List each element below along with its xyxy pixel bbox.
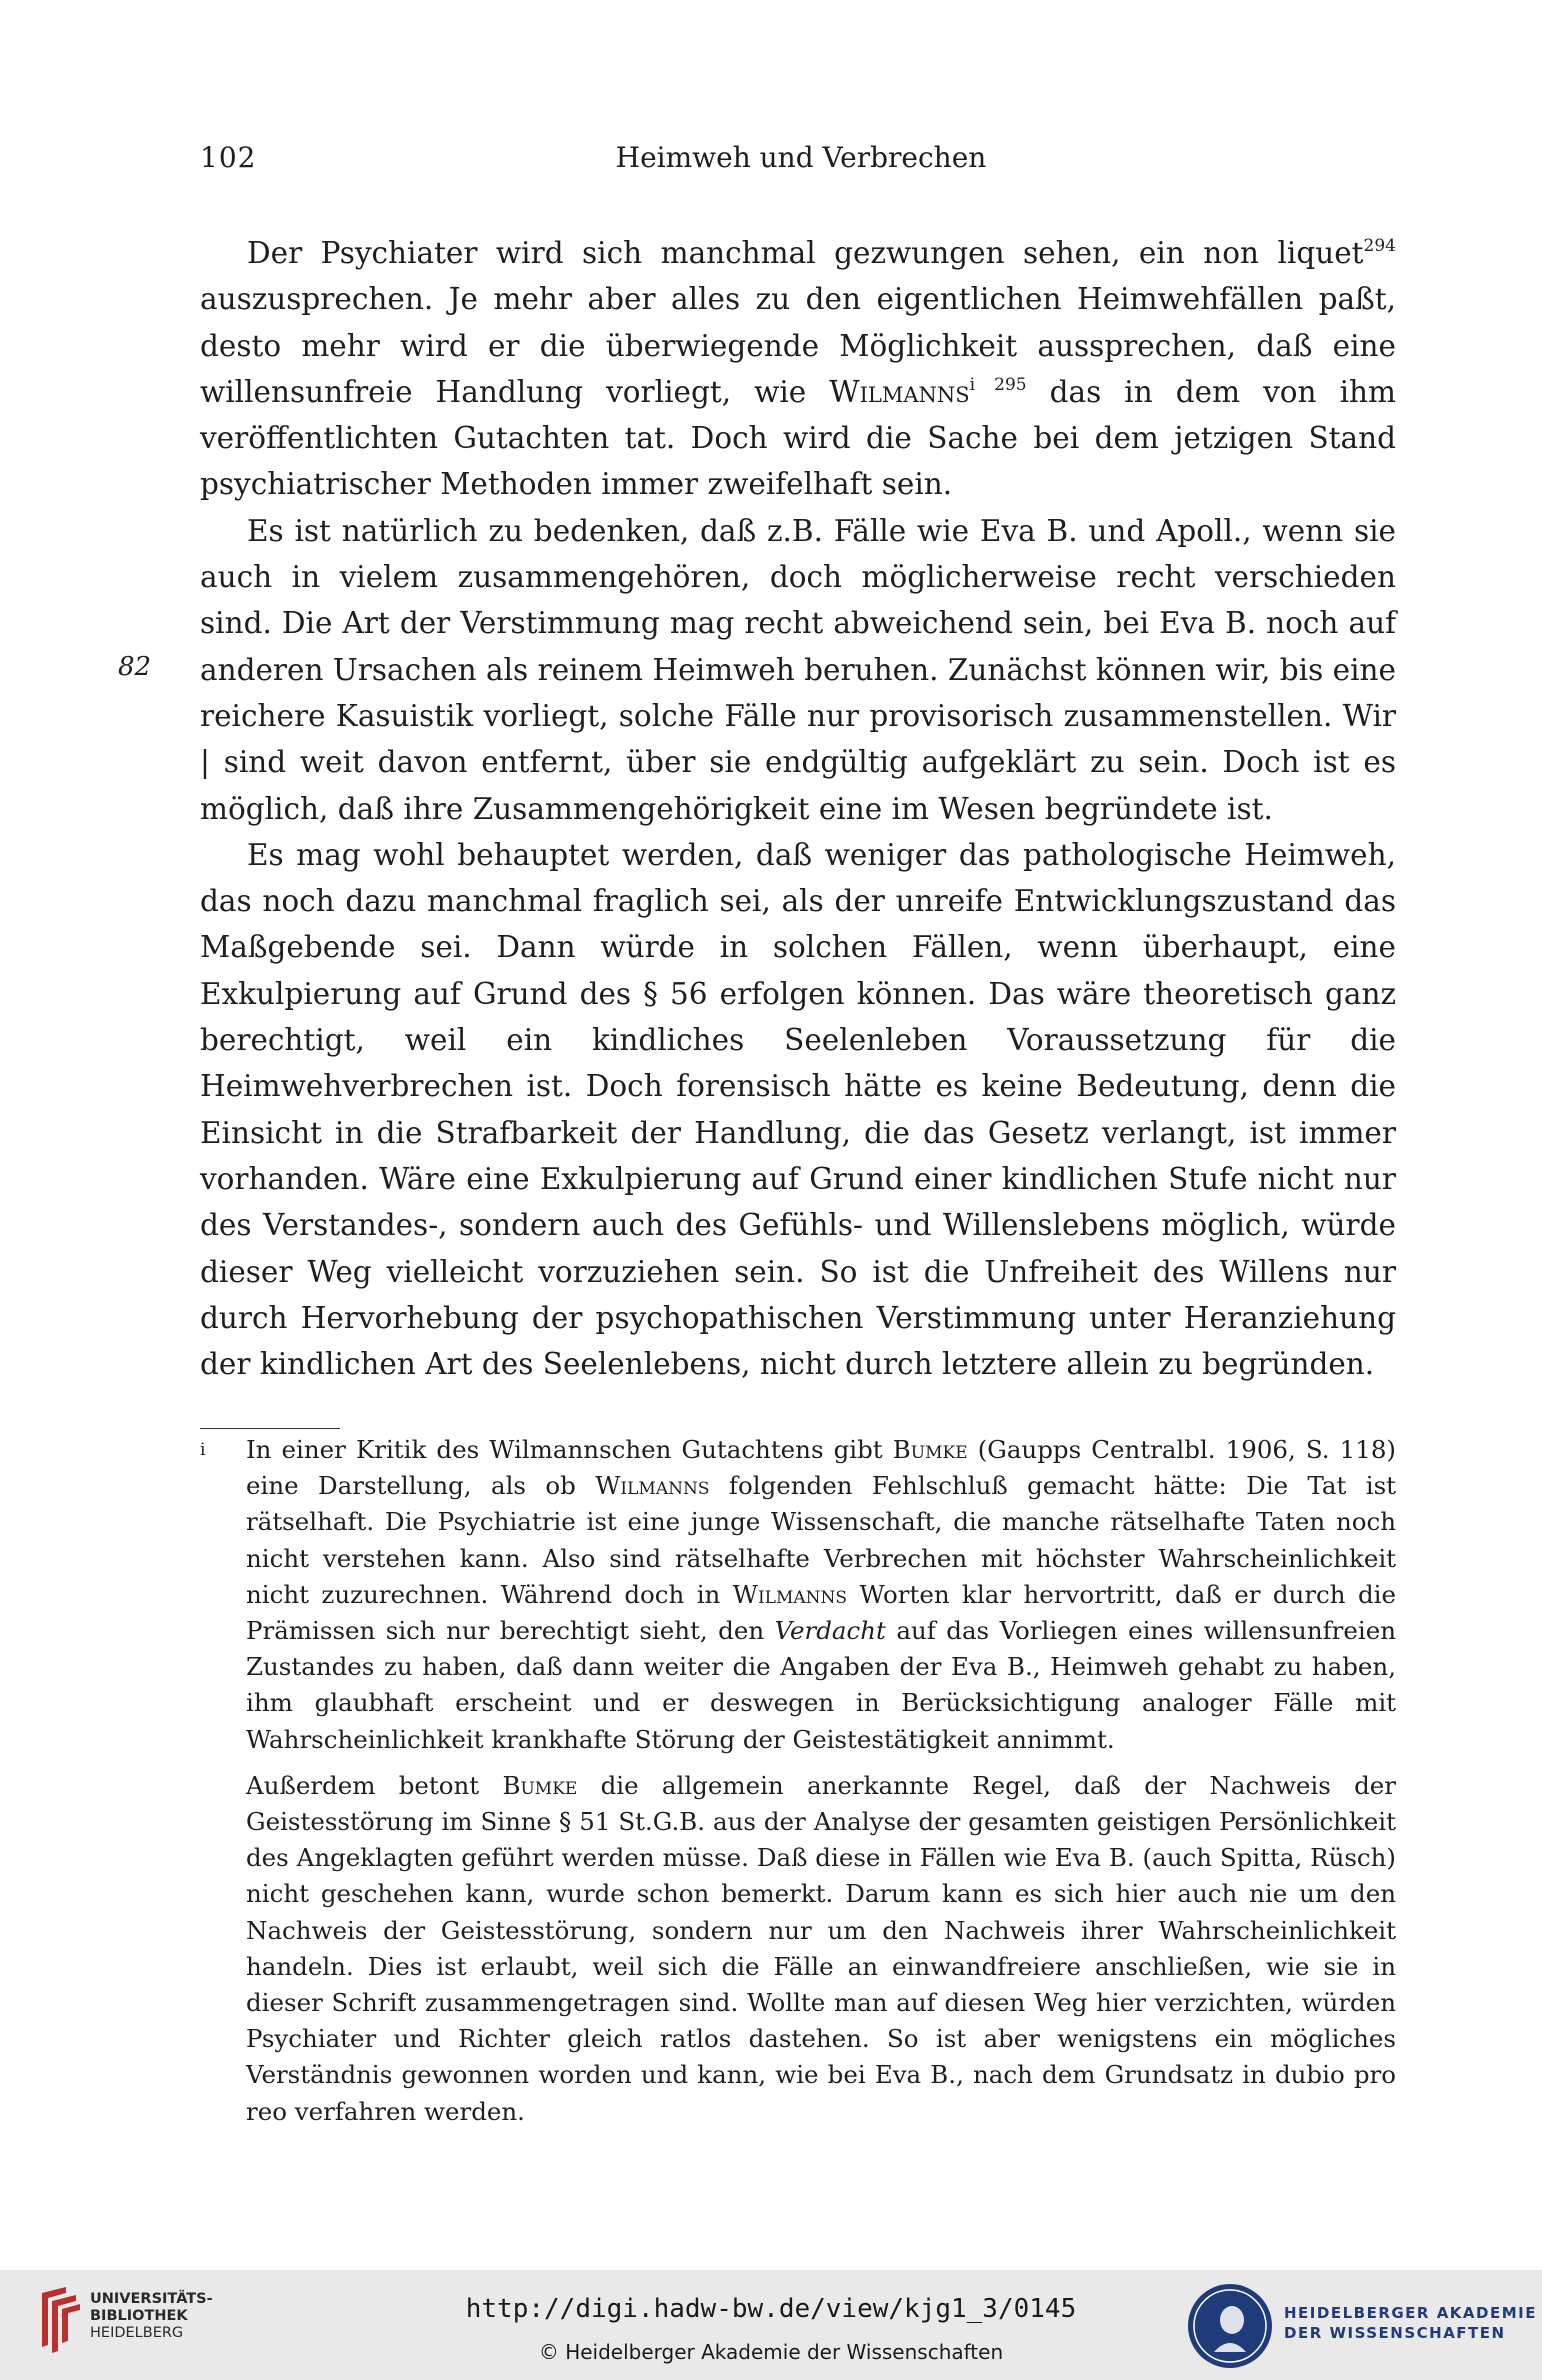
main-text [200, 230, 1396, 1387]
paragraph-1: Der Psychiater wird sich manchmal gezwungen sehen, ein non liquet$^{294}$ auszusprechen. Je mehr aber alles zu den eigentlichen Heimwehfällen paßt, desto mehr wird er die überwiegende Möglichkeit aussprechen, daß eine willensunfreie Handlung vorliegt, wie Wilmanns$^{i 295}$ das in dem von ihm veröffentlichten Gutachten tat. Doch wird die Sache bei dem jetzigen Stand psychiatrischer Methoden immer zweifelhaft sein. [200, 236, 1396, 502]
footnote-paragraph-1: In einer Kritik des Wilmannschen Gutachtens gibt Bumke (Gaupps Centralbl. 1906, S. 118) eine Darstellung, als ob Wilmanns folgenden Fehlschluß gemacht hätte: Die Tat ist rätselhaft. Die Psychiatrie ist eine junge Wissenschaft, die manche rätselhafte Taten noch nicht verstehen kann. Also sind rätselhafte Verbrechen mit höchster Wahrscheinlichkeit nicht zuzurechnen. Während doch in Wilmanns Worten klar hervortritt, daß er durch die Prämissen sich nur berechtigt sieht, den Verdacht auf das Vorliegen eines willensunfreien Zustandes zu haben, daß dann weiter die Angaben der Eva B., Heimweh gehabt zu haben, ihm glaubhaft erscheint und er deswegen in Berücksichtigung analoger Fälle mit Wahrscheinlichkeit krankhafte Störung der Geistestätigkeit annimmt. [246, 1435, 1396, 1754]
university-library-name: UNIVERSITÄTS- BIBLIOTHEK HEIDELBERG [90, 2291, 213, 2341]
margin-page-note: 82 [118, 652, 152, 682]
academy-name: HEIDELBERGER AKADEMIE DER WISSENSCHAFTEN [1284, 2304, 1537, 2342]
author-name: Wilmanns [829, 374, 970, 409]
page-number: 102 [200, 141, 257, 174]
footnote-rule [200, 1428, 340, 1429]
footnote-ref-294[interactable]: 294 [1363, 236, 1396, 256]
footnote-ref-295[interactable]: i 295 [969, 374, 1027, 395]
paragraph-2: Es ist natürlich zu bedenken, daß z.B. Fälle wie Eva B. und Apoll., wenn sie auch in vielem zusammengehören, doch möglicherweise recht verschieden sind. Die Art der Verstimmung mag recht abweichend sein, bei Eva B. noch auf anderen Ursachen als reinem Heimweh beruhen. Zunächst können wir, bis eine reichere Kasuistik vorliegt, solche Fälle nur provisorisch zusammenstellen. Wir | sind weit davon entfernt, über sie endgültig aufgeklärt zu sein. Doch ist es möglich, daß ihre Zusammengehörigkeit eine im Wesen begründete ist. [200, 513, 1396, 826]
running-head: Heimweh und Verbrechen [615, 141, 987, 174]
footnote [200, 1432, 1396, 2130]
copyright-notice: © Heidelberger Akademie der Wissenschaften [538, 2340, 1004, 2364]
academy-seal-icon[interactable] [1186, 2282, 1274, 2370]
footnote-marker: i [200, 1440, 206, 1460]
permalink-url[interactable]: http://digi.hadw-bw.de/view/kjg1_3/0145 [465, 2294, 1077, 2324]
footnote-paragraph-2: Außerdem betont Bumke die allgemein anerkannte Regel, daß der Nachweis der Geistesstörung im Sinne § 51 St.G.B. aus der Analyse der gesamten geistigen Persönlichkeit des Angeklagten geführt werden müsse. Daß diese in Fällen wie Eva B. (auch Spitta, Rüsch) nicht geschehen kann, wurde schon bemerkt. Darum kann es sich hier auch nie um den Nachweis der Geistesstörung, sondern nur um den Nachweis ihrer Wahrscheinlichkeit handeln. Dies ist erlaubt, weil sich die Fälle an einwandfreiere anschließen, wie sie in dieser Schrift zusammengetragen sind. Wollte man auf diesen Weg hier verzichten, würden Psychiater und Richter gleich ratlos dastehen. So ist aber wenigstens ein mögliches Verständnis gewonnen worden und kann, wie bei Eva B., nach dem Grundsatz in dubio pro reo verfahren werden. [246, 1770, 1396, 2126]
paragraph-3: Es mag wohl behauptet werden, daß weniger das pathologische Heimweh, das noch dazu manchmal fraglich sei, als der unreife Entwicklungszustand das Maßgebende sei. Dann würde in solchen Fällen, wenn überhaupt, eine Exkulpierung auf Grund des § 56 erfolgen können. Das wäre theoretisch ganz berechtigt, weil ein kindliches Seelenleben Voraussetzung für die Heimwehverbrechen ist. Doch forensisch hätte es keine Bedeutung, denn die Einsicht in die Strafbarkeit der Handlung, die das Gesetz verlangt, ist immer vorhanden. Wäre eine Exkulpierung auf Grund einer kindlichen Stufe nicht nur des Verstandes-, sondern auch des Gefühls- und Willenslebens möglich, würde dieser Weg vielleicht vorzuziehen sein. So ist die Unfreiheit des Willens nur durch Hervorhebung der psychopathischen Verstimmung unter Heranziehung der kindlichen Art des Seelenlebens, nicht durch letztere allein zu begründen. [200, 837, 1396, 1382]
